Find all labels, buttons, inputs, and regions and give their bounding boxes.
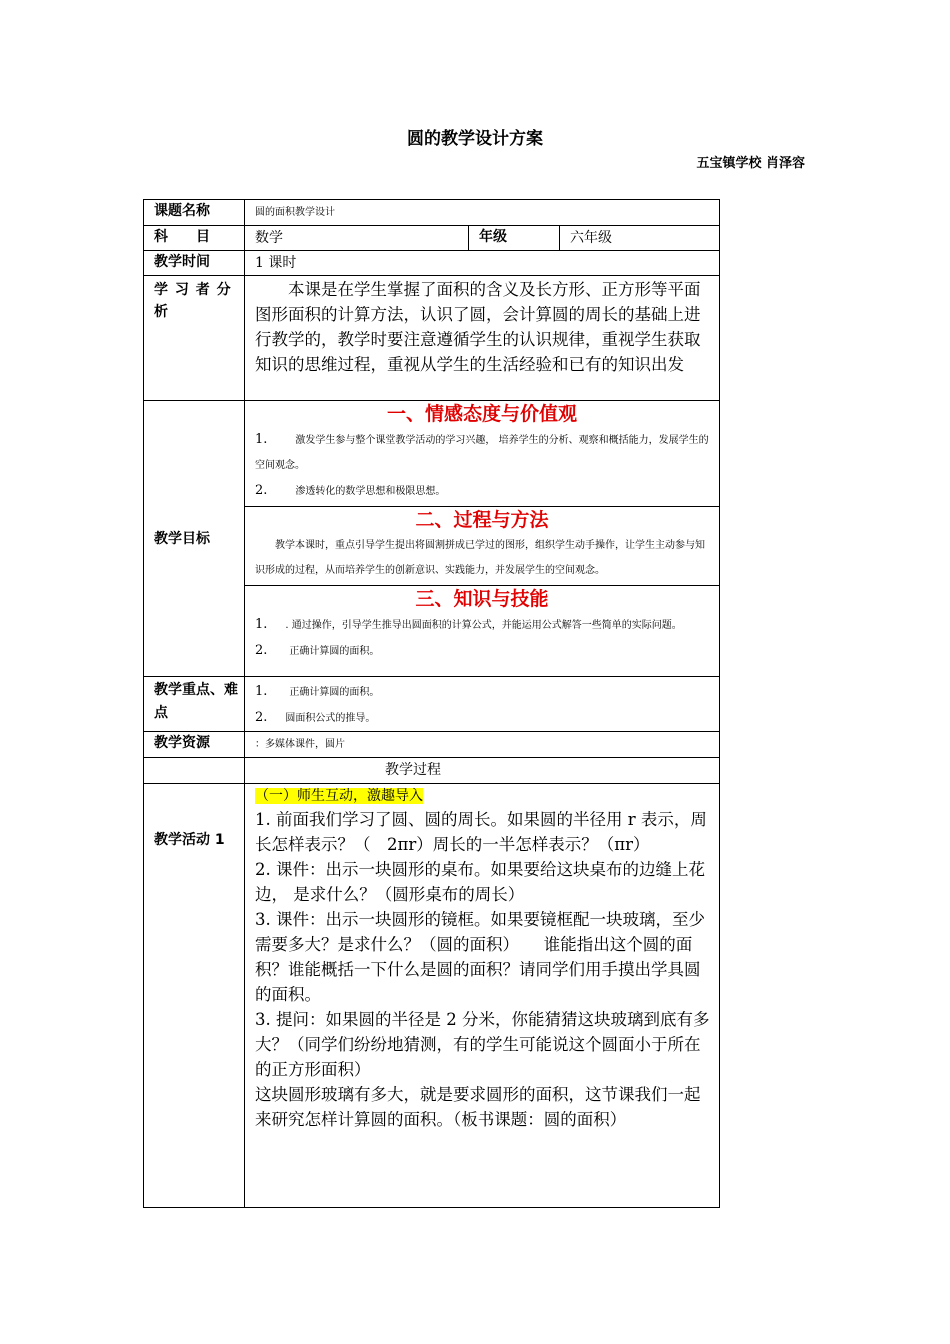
goal3-heading: 三、知识与技能 bbox=[415, 588, 549, 610]
item-number: 1. bbox=[255, 684, 268, 699]
keypoints-cell bbox=[245, 677, 720, 732]
goal1-list bbox=[245, 427, 719, 506]
activity-paragraph: 3. 课件：出示一块圆形的镜框。如果要镜框配一块玻璃，至少需要多大？是求什么？（圆的面积） 谁能指出这个圆的面积？谁能概括一下什么是圆的面积？请同学们用手摸出学具圆的面积。 bbox=[255, 910, 705, 1004]
item-number: 1. bbox=[255, 617, 268, 632]
topic-label: 课题名称 bbox=[144, 200, 245, 226]
goal2-heading: 二、过程与方法 bbox=[415, 509, 549, 531]
activity-cell bbox=[245, 784, 720, 1208]
row-topic bbox=[144, 200, 720, 226]
goal3-item bbox=[255, 638, 713, 664]
item-text: 圆面积公式的推导。 bbox=[285, 713, 376, 724]
row-goals bbox=[144, 401, 720, 677]
item-text: 正确计算圆的面积。 bbox=[289, 646, 380, 657]
activity-label: 教学活动 1 bbox=[144, 784, 245, 1208]
activity-paragraph: 2. 课件：出示一块圆形的桌布。如果要给这块桌布的边缝上花边， 是求什么？（圆形桌布的周长） bbox=[255, 860, 705, 904]
goal1-item bbox=[255, 478, 713, 504]
item-number: 2. bbox=[255, 710, 268, 725]
activity-paragraph: 1. 前面我们学习了圆、圆的周长。如果圆的半径用 r 表示，周长怎样表示？（ 2πr）周长的一半怎样表示？（πr） bbox=[255, 810, 707, 854]
subject-label: 科 目 bbox=[144, 226, 245, 251]
goals-label: 教学目标 bbox=[144, 401, 245, 677]
row-learner bbox=[144, 276, 720, 401]
goal1-item bbox=[255, 427, 713, 478]
time-label: 教学时间 bbox=[144, 251, 245, 276]
item-text: 渗透转化的数学思想和极限思想。 bbox=[295, 486, 446, 497]
grade-label: 年级 bbox=[469, 226, 560, 251]
goal3-item bbox=[255, 612, 713, 638]
goal3-list bbox=[245, 612, 719, 666]
time-value: 1 课时 bbox=[245, 251, 720, 276]
keypoint-item bbox=[255, 705, 719, 731]
document-title: 圆的教学设计方案 bbox=[407, 129, 543, 149]
activity-highlight: （一）师生互动，激趣导入 bbox=[255, 788, 423, 804]
keypoint-item bbox=[255, 679, 719, 705]
learner-value: 本课是在学生掌握了面积的含义及长方形、正方形等平面图形面积的计算方法，认识了圆，会计算圆的周长的基础上进行教学的，教学时要注意遵循学生的认识规律，重视学生获取知识的思维过程，重视从学生的生活经验和已有的知识出发 bbox=[245, 276, 720, 401]
keypoints-label: 教学重点、难点 bbox=[144, 677, 245, 732]
activity-paragraph: 3. 提问：如果圆的半径是 2 分米，你能猜猜这块玻璃到底有多大？（同学们纷纷地猜测，有的学生可能说这个圆面小于所在的正方形面积） bbox=[255, 1010, 710, 1079]
subject-value: 数学 bbox=[245, 226, 469, 251]
process-header-blank bbox=[144, 758, 245, 784]
item-number: 1. bbox=[255, 432, 268, 447]
item-number: 2. bbox=[255, 643, 268, 658]
resources-label: 教学资源 bbox=[144, 732, 245, 758]
lesson-plan-table bbox=[143, 199, 720, 1208]
item-text: 正确计算圆的面积。 bbox=[289, 687, 380, 698]
row-activity bbox=[144, 784, 720, 1208]
row-time bbox=[144, 251, 720, 276]
row-keypoints bbox=[144, 677, 720, 732]
topic-value: 圆的面积教学设计 bbox=[245, 200, 720, 226]
item-text: 激发学生参与整个课堂教学活动的学习兴趣， 培养学生的分析、观察和概括能力，发展学生的空间观念。 bbox=[255, 435, 709, 471]
row-process-header bbox=[144, 758, 720, 784]
goal2-text: 教学本课时，重点引导学生提出将圆割拼成已学过的图形，组织学生动手操作，让学生主动参与知识形成的过程，从而培养学生的创新意识、实践能力，并发展学生的空间观念。 bbox=[255, 540, 705, 576]
activity-paragraph: 这块圆形玻璃有多大，就是要求圆形的面积，这节课我们一起来研究怎样计算圆的面积。（板书课题：圆的面积） bbox=[255, 1085, 701, 1129]
grade-value: 六年级 bbox=[560, 226, 720, 251]
item-text: . 通过操作，引导学生推导出圆面积的计算公式，并能运用公式解答一些简单的实际问题。 bbox=[285, 620, 682, 631]
process-header: 教学过程 bbox=[245, 758, 720, 784]
author-line: 五宝镇学校 肖泽容 bbox=[696, 156, 805, 171]
resources-value: ：多媒体课件，圆片 bbox=[245, 732, 720, 758]
row-subject bbox=[144, 226, 720, 251]
row-resources bbox=[144, 732, 720, 758]
goal1-heading: 一、情感态度与价值观 bbox=[387, 403, 578, 425]
goals-cell bbox=[245, 401, 720, 677]
item-number: 2. bbox=[255, 483, 268, 498]
learner-label: 学 习 者 分析 bbox=[144, 276, 245, 401]
